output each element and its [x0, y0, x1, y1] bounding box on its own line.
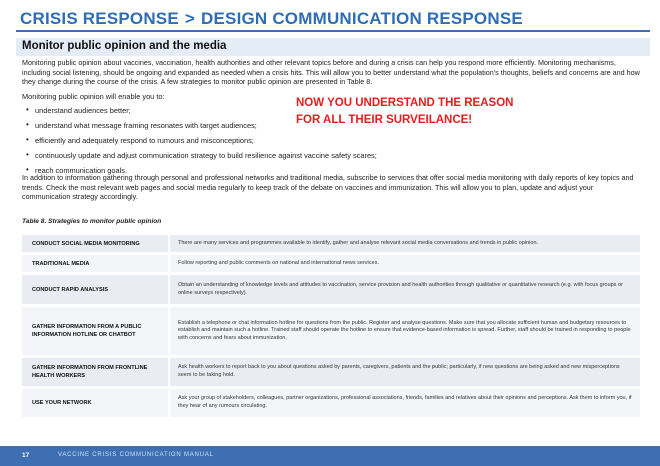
strategy-description: There are many services and programmes available to identify, gather and analyse relevant social media conversations and trends in public opinion.: [170, 235, 640, 252]
strategy-description: Follow reporting and public comments on national and international news services.: [170, 255, 640, 272]
footer-title: VACCINE CRISIS COMMUNICATION MANUAL: [58, 452, 214, 458]
enable-lead-text: Monitoring public opinion will enable you to:: [22, 92, 165, 101]
strategy-description: Ask your group of stakeholders, colleagues, partner organizations, professional associations, friends, families and relatives about their opinions and perceptions. Ask them to inform you, if they hear of any rumours circulating.: [170, 389, 640, 417]
second-paragraph: In addition to information gathering through personal and professional networks and traditional media, subscribe to services that offer social media monitoring with daily reports of key topics and trends. Check the most relevant web pages and social media regularly to keep track of the debate on vaccines and immunization. This will allow you to plan, update and adjust your communication strategy accordingly.: [22, 173, 634, 202]
strategy-name: CONDUCT RAPID ANALYSIS: [22, 275, 170, 304]
callout-line-2: FOR ALL THEIR SURVEILANCE!: [296, 114, 473, 126]
page-footer: [0, 446, 660, 466]
list-item: • efficiently and adequately respond to rumours and misconceptions;: [26, 136, 377, 151]
strategy-name: GATHER INFORMATION FROM A PUBLIC INFORMATION HOTLINE OR CHATBOT: [22, 307, 170, 355]
breadcrumb-section: CRISIS RESPONSE: [20, 9, 179, 28]
list-item: • reach communication goals.: [26, 166, 377, 181]
strategy-name: GATHER INFORMATION FROM FRONTLINE HEALTH WORKERS: [22, 358, 170, 386]
list-item: • understand what message framing resonates with target audiences;: [26, 121, 377, 136]
strategies-table: [22, 232, 640, 420]
table-row: [22, 389, 640, 417]
strategy-name: CONDUCT SOCIAL MEDIA MONITORING: [22, 235, 170, 252]
table-row: [22, 307, 640, 355]
strategy-name: TRADITIONAL MEDIA: [22, 255, 170, 272]
table-caption: Table 8. Strategies to monitor public opinion: [22, 218, 162, 225]
list-item: • continuously update and adjust communication strategy to build resilience against vaccine safety scares;: [26, 151, 377, 166]
table-row: [22, 358, 640, 386]
intro-paragraph: Monitoring public opinion about vaccines, vaccination, health authorities and other relevant topics before and during a crisis can help you respond more efficiently. Monitoring mechanisms, including social listening, should be ongoing and expanded as needed when a crisis hits. This will allow you to better understand what the population's thoughts, beliefs and concerns are and how they change during the course of the crisis. A few strategies to monitor public opinion are presented in Table 8.: [22, 58, 640, 87]
page-number: 17: [22, 452, 30, 459]
breadcrumb-subsection: DESIGN COMMUNICATION RESPONSE: [201, 9, 523, 28]
strategy-description: Ask health workers to report back to you about questions asked by parents, caregivers, patients and the public; particularly, if new questions are being asked and new misperceptions seem to be taking hold.: [170, 358, 640, 386]
strategy-description: Obtain an understanding of knowledge levels and attitudes to vaccination, service provision and health authorities through qualitative or quantitative research (e.g. with focus groups or online surveys respectively).: [170, 275, 640, 304]
page-header: [16, 6, 650, 32]
breadcrumb-separator: >: [184, 9, 196, 28]
table-row: [22, 235, 640, 252]
red-annotation-callout: [296, 95, 513, 129]
section-heading-bar: [16, 38, 650, 56]
strategy-description: Establish a telephone or chat information hotline for questions from the public. Register and analyse questions. Make sure that you allocate sufficient human and budgetary resources to establish and maintain such a hotline. Trained staff should operate the hotline to ensure that evidence-based information is spread. Further, staff should be trained in responding to people with concerns and fears about immunization.: [170, 307, 640, 355]
table-row: [22, 275, 640, 304]
callout-line-1: NOW YOU UNDERSTAND THE REASON: [296, 97, 514, 109]
list-item: • understand audiences better;: [26, 106, 377, 121]
strategy-name: USE YOUR NETWORK: [22, 389, 170, 417]
section-title: Monitor public opinion and the media: [22, 40, 227, 52]
breadcrumb: [20, 9, 523, 29]
table-row: [22, 255, 640, 272]
